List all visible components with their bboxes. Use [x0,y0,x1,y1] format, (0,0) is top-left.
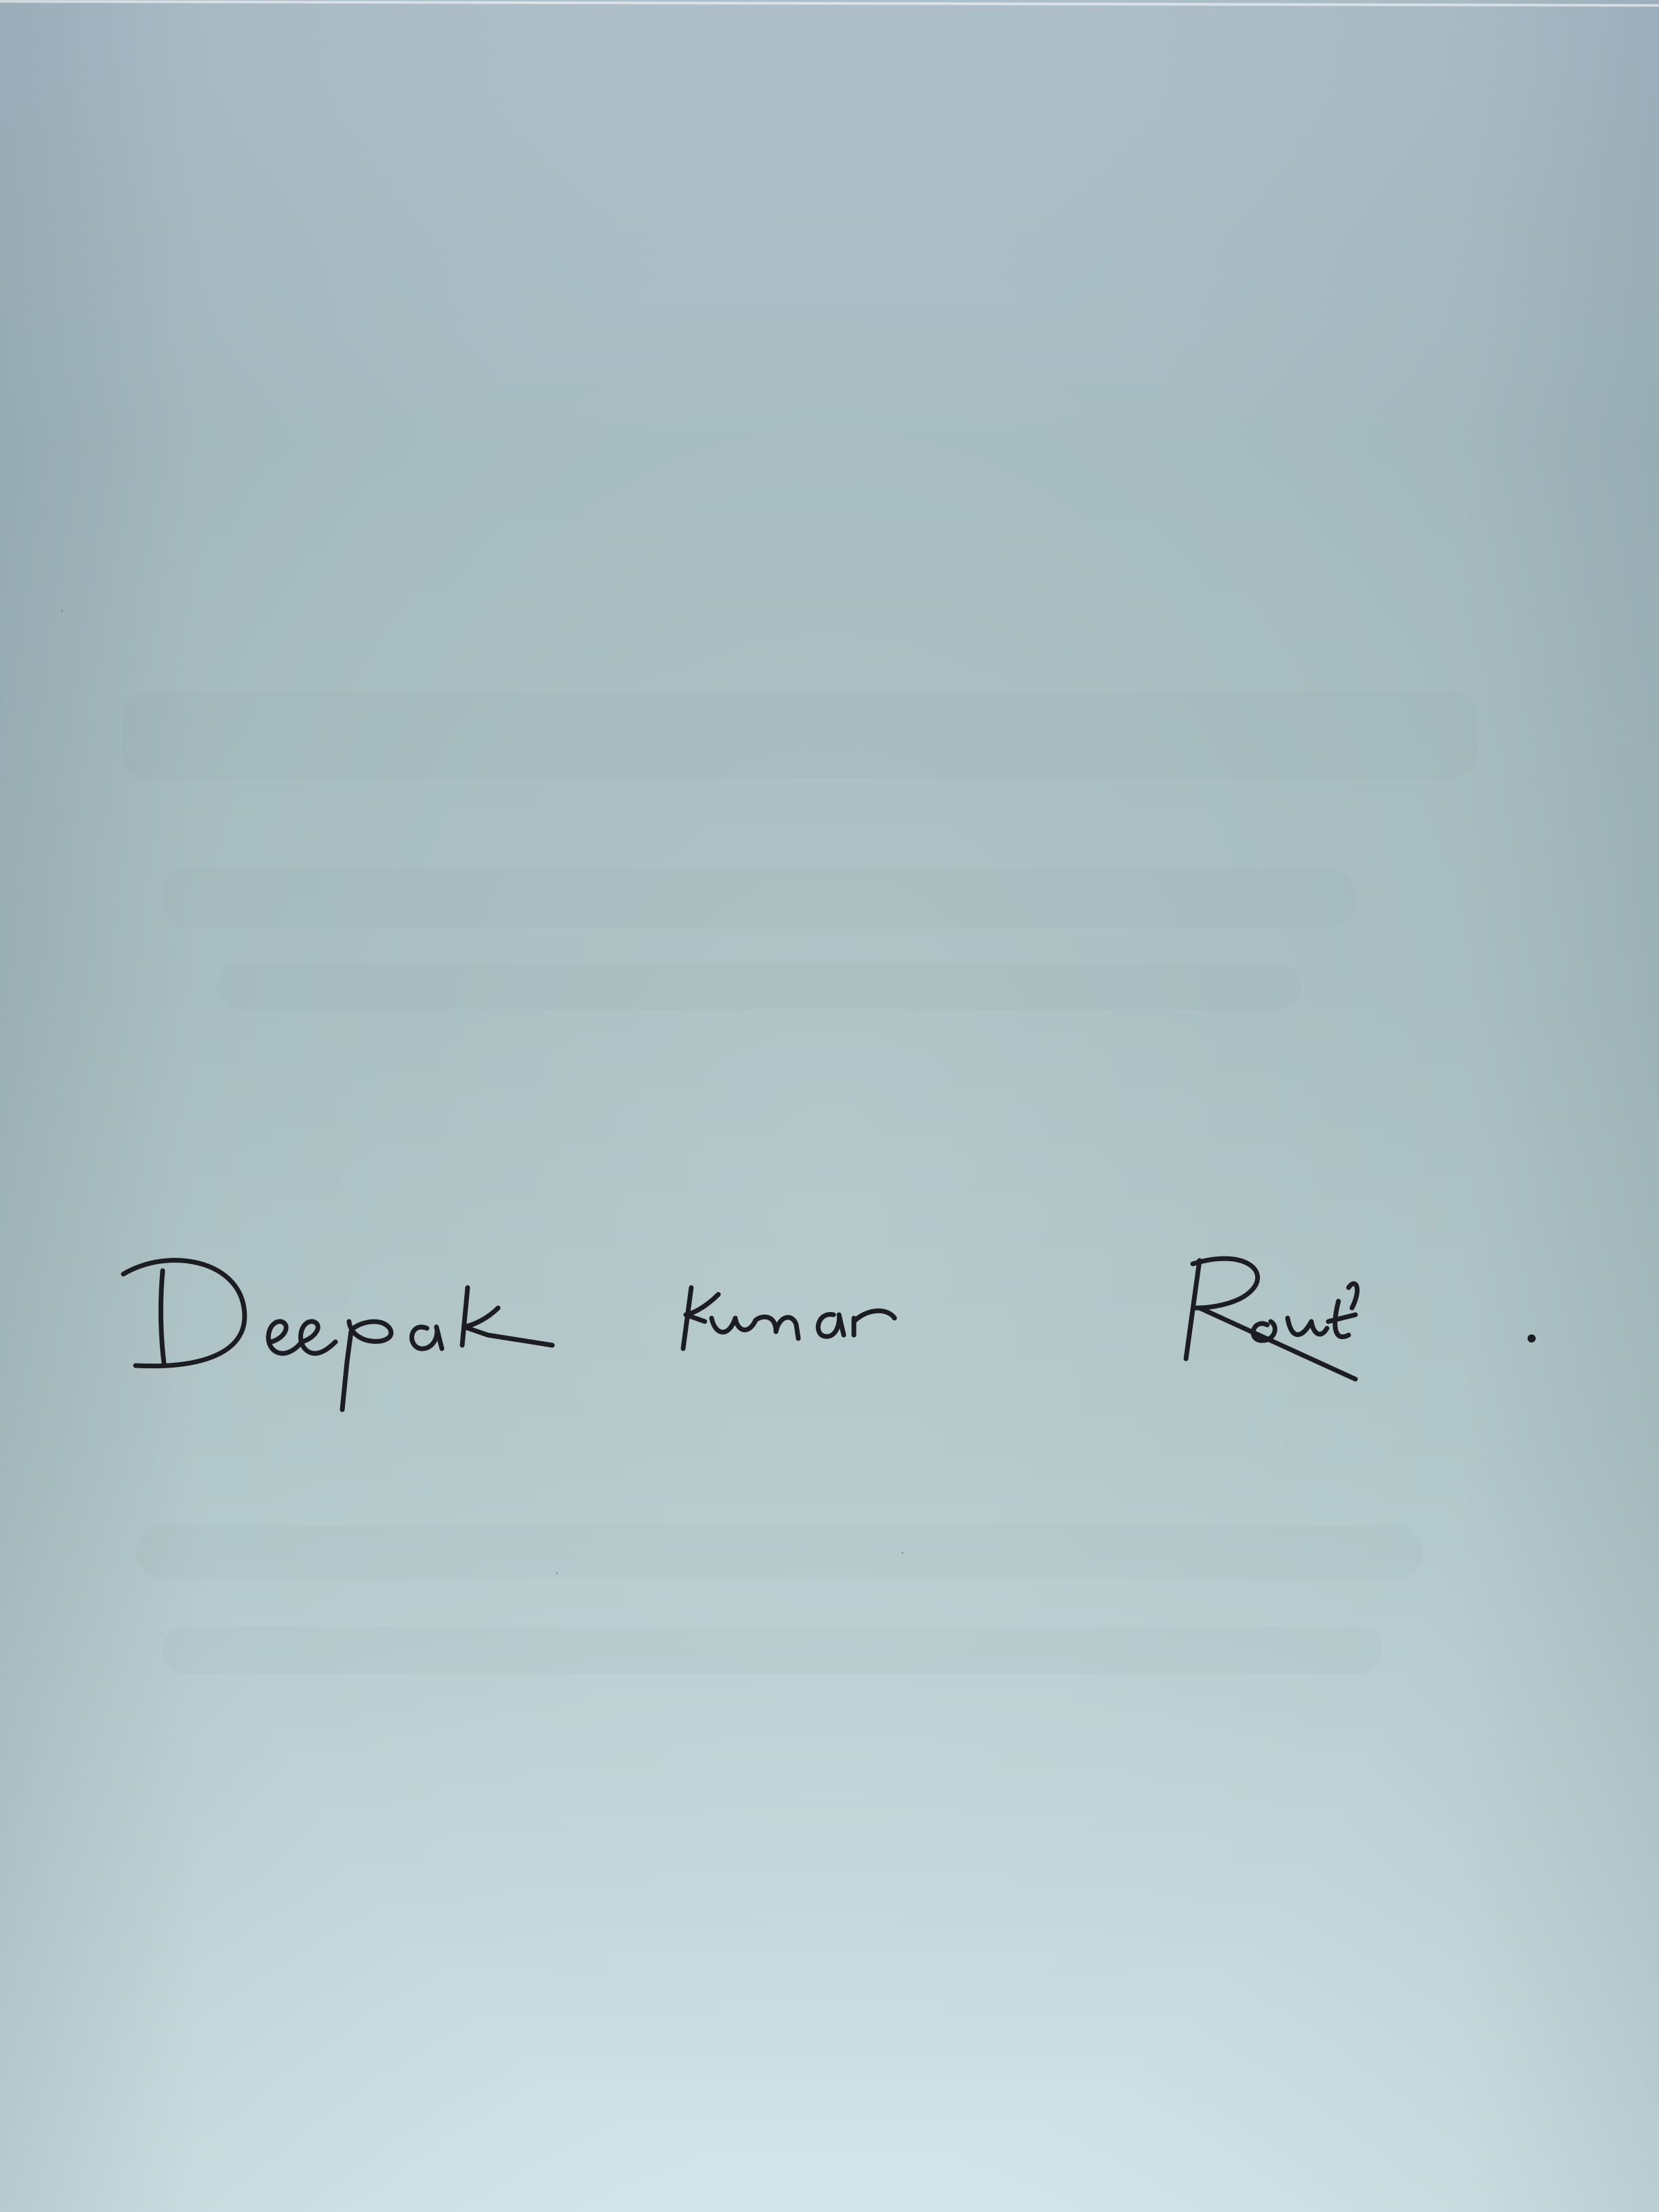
page-top-edge [0,0,1659,41]
show-through-line [163,867,1355,928]
signature-image [108,1206,1572,1423]
signature-period [1528,1334,1536,1343]
show-through-line [122,691,1477,779]
show-through-line [163,1626,1382,1674]
show-through-line [217,962,1301,1010]
paper-speck [556,1572,558,1574]
paper-speck [61,610,63,612]
show-through-line [136,1525,1423,1579]
paper-speck [901,1552,903,1554]
